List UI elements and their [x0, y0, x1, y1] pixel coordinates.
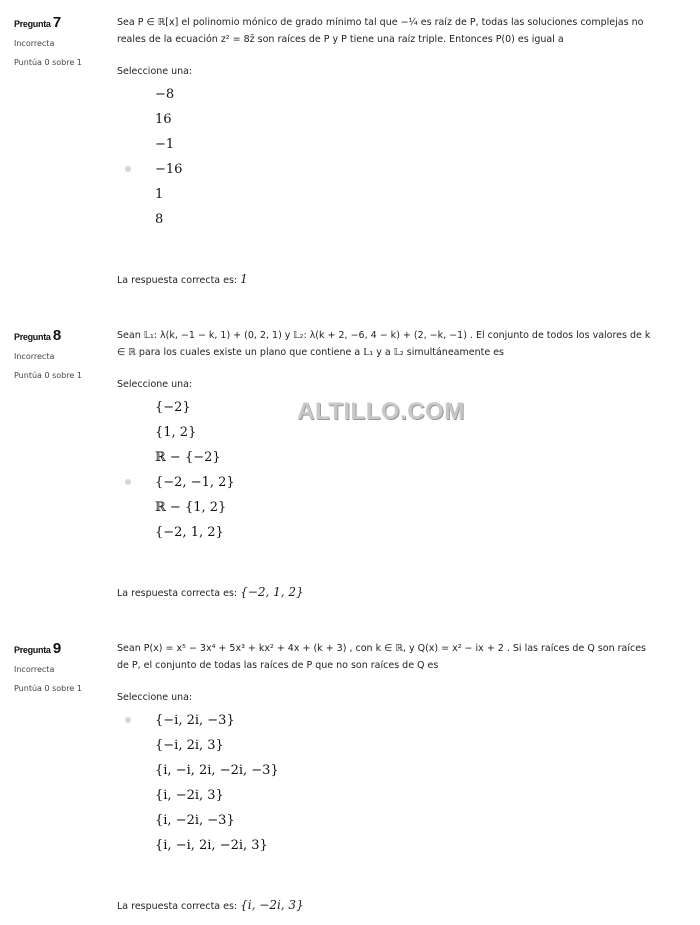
- option-text: {−i, 2i, 3}: [155, 738, 224, 753]
- option-text: ℝ − {−2}: [155, 450, 221, 465]
- option-text: −8: [155, 87, 175, 102]
- option-text: {i, −2i, 3}: [155, 788, 224, 803]
- answer-option[interactable]: [155, 82, 174, 107]
- answer-option[interactable]: [155, 520, 224, 545]
- option-text: {−2, 1, 2}: [155, 525, 224, 540]
- option-text: {i, −i, 2i, −2i, −3}: [155, 763, 279, 778]
- answer-option[interactable]: [155, 107, 172, 132]
- option-text: 1: [155, 187, 164, 202]
- question-number: Pregunta 8: [14, 327, 61, 344]
- watermark: ALTILLO.COM: [297, 398, 465, 425]
- answer-option[interactable]: [155, 733, 224, 758]
- answer-option[interactable]: [155, 783, 224, 808]
- question-text: Sean P(x) = x⁵ − 3x⁴ + 5x³ + kx² + 4x + (k + 3) , con k ∈ ℝ, y Q(x) = x² − ix + 2 . Si las raíces de Q son raíces de P, el conjunto de todas las raíces de P que no son raíces de Q es: [117, 643, 646, 671]
- select-label: Seleccione una:: [117, 66, 193, 77]
- question-text: Sean 𝕃₁: λ(k, −1 − k, 1) + (0, 2, 1) y 𝕃₂: λ(k + 2, −6, 4 − k) + (2, −k, −1) . El conjunto de todos los valores de k ∈ ℝ para los cuales existe un plano que contiene a 𝕃₁ y a 𝕃₂ simultáneamente es: [117, 330, 651, 358]
- question-state: Incorrecta: [14, 665, 55, 674]
- answer-option[interactable]: [155, 833, 268, 858]
- question-state: Incorrecta: [14, 39, 55, 48]
- question-state: Incorrecta: [14, 352, 55, 361]
- option-text: −1: [155, 137, 175, 152]
- question-grade: Puntúa 0 sobre 1: [14, 58, 82, 67]
- option-text: ℝ − {1, 2}: [155, 500, 227, 515]
- answer-option[interactable]: [155, 445, 221, 470]
- correct-answer: La respuesta correcta es: {i, −2i, 3}: [117, 898, 304, 912]
- answer-option[interactable]: [155, 495, 226, 520]
- answer-option[interactable]: [155, 758, 279, 783]
- answer-option[interactable]: [155, 132, 174, 157]
- question-info: [14, 327, 104, 380]
- selected-radio[interactable]: [125, 479, 131, 485]
- answer-option[interactable]: [155, 708, 235, 733]
- answer-option[interactable]: [155, 157, 182, 182]
- question-number: Pregunta 9: [14, 640, 61, 657]
- selected-radio[interactable]: [125, 166, 131, 172]
- question-text: Sea P ∈ ℝ[x] el polinomio mónico de grado mínimo tal que −¼ es raíz de P, todas las soluciones complejas no reales de la ecuación z² = 8z̄ son raíces de P y P tiene una raíz triple. Entonces P(0) es igual a: [117, 17, 644, 45]
- question-info: [14, 14, 104, 67]
- correct-answer: La respuesta correcta es: {−2, 1, 2}: [117, 585, 304, 599]
- select-label: Seleccione una:: [117, 692, 193, 703]
- answer-option[interactable]: [155, 470, 235, 495]
- correct-answer: La respuesta correcta es: 1: [117, 272, 248, 286]
- select-label: Seleccione una:: [117, 379, 193, 390]
- option-text: {−2}: [155, 400, 191, 415]
- option-text: 16: [155, 112, 172, 127]
- answer-option[interactable]: [155, 808, 235, 833]
- option-text: {i, −i, 2i, −2i, 3}: [155, 838, 268, 853]
- option-text: 8: [155, 212, 164, 227]
- question-grade: Puntúa 0 sobre 1: [14, 371, 82, 380]
- selected-radio[interactable]: [125, 717, 131, 723]
- option-text: {i, −2i, −3}: [155, 813, 235, 828]
- answer-option[interactable]: [155, 420, 196, 445]
- option-text: {−i, 2i, −3}: [155, 713, 235, 728]
- question-info: [14, 640, 104, 693]
- answer-option[interactable]: [155, 207, 163, 232]
- option-text: −16: [155, 162, 183, 177]
- option-text: {−2, −1, 2}: [155, 475, 235, 490]
- answer-option[interactable]: [155, 395, 191, 420]
- question-number: Pregunta 7: [14, 14, 61, 31]
- option-text: {1, 2}: [155, 425, 197, 440]
- answer-option[interactable]: [155, 182, 163, 207]
- question-grade: Puntúa 0 sobre 1: [14, 684, 82, 693]
